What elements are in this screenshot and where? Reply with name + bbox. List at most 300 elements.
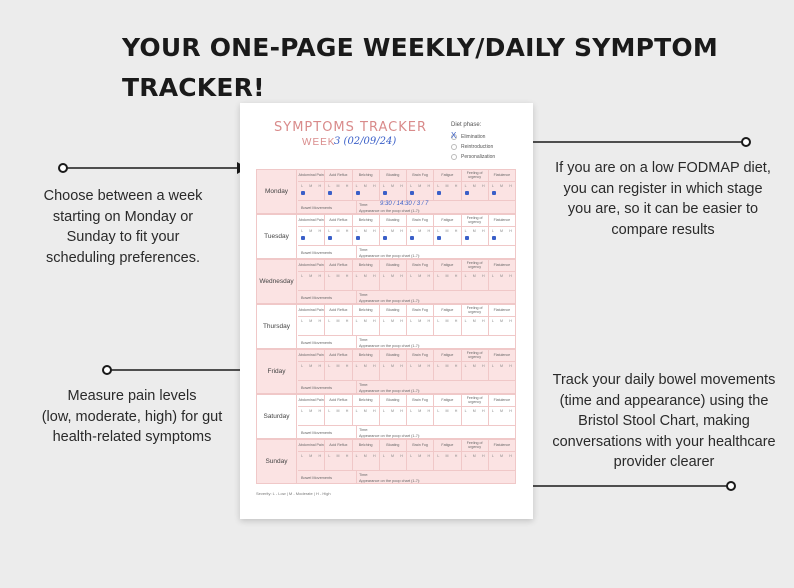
severity-option[interactable]: M: [418, 229, 422, 233]
severity-option[interactable]: H: [373, 364, 376, 368]
severity-option[interactable]: L: [464, 184, 467, 188]
severity-option[interactable]: L: [491, 229, 494, 233]
symptom-header: Flatulence: [489, 260, 515, 272]
severity-option[interactable]: L: [301, 409, 304, 413]
severity-option[interactable]: M: [336, 319, 340, 323]
severity-option[interactable]: L: [437, 184, 440, 188]
appearance-field[interactable]: Appearance on the poop chart (1-7):: [359, 209, 421, 213]
severity-option[interactable]: H: [318, 184, 322, 188]
symptom-column: [380, 440, 407, 470]
severity-option[interactable]: M: [445, 184, 449, 188]
diet-phase: [451, 122, 495, 162]
note-line: If you are on a low FODMAP diet,: [555, 160, 771, 176]
severity-options: [353, 407, 379, 413]
symptom-header: Flatulence: [489, 350, 515, 362]
severity-option[interactable]: M: [472, 454, 476, 458]
severity-option[interactable]: L: [437, 409, 440, 413]
severity-option[interactable]: H: [482, 454, 485, 458]
severity-option[interactable]: H: [482, 364, 485, 368]
severity-option[interactable]: M: [500, 364, 504, 368]
severity-option[interactable]: L: [491, 184, 494, 188]
severity-options: [298, 182, 324, 188]
severity-option[interactable]: M: [472, 319, 476, 323]
symptom-header: Brain Fog: [407, 395, 433, 407]
severity-option[interactable]: M: [472, 409, 476, 413]
check-mark-icon: [383, 191, 387, 195]
symptom-grid: [298, 395, 515, 425]
severity-options: [325, 272, 351, 278]
severity-option[interactable]: H: [400, 409, 403, 413]
severity-option[interactable]: H: [373, 184, 376, 188]
severity-option[interactable]: M: [336, 184, 340, 188]
severity-option[interactable]: H: [454, 364, 458, 368]
severity-option[interactable]: L: [355, 319, 358, 323]
symptom-column: [353, 260, 380, 290]
severity-option[interactable]: M: [445, 409, 449, 413]
severity-option[interactable]: H: [509, 184, 512, 188]
severity-option[interactable]: M: [445, 454, 449, 458]
severity-option[interactable]: H: [400, 274, 403, 278]
severity-option[interactable]: L: [328, 274, 331, 278]
note-pain-levels: [16, 386, 248, 448]
severity-option[interactable]: M: [309, 184, 313, 188]
severity-option[interactable]: L: [464, 274, 467, 278]
severity-option[interactable]: L: [328, 364, 331, 368]
severity-option[interactable]: M: [472, 229, 476, 233]
check-mark-icon: [465, 191, 469, 195]
note-line: provider clearer: [613, 454, 715, 470]
severity-option[interactable]: H: [454, 274, 458, 278]
severity-option[interactable]: M: [391, 319, 395, 323]
severity-option[interactable]: M: [363, 184, 367, 188]
severity-option[interactable]: H: [454, 409, 458, 413]
severity-option[interactable]: L: [328, 229, 331, 233]
severity-option[interactable]: M: [445, 319, 449, 323]
severity-option[interactable]: H: [345, 274, 349, 278]
severity-option[interactable]: M: [363, 319, 367, 323]
symptom-header: Abdominal Pain: [298, 215, 324, 227]
severity-option[interactable]: M: [391, 274, 395, 278]
severity-options: [462, 317, 488, 323]
appearance-field[interactable]: Appearance on the poop chart (1-7):: [359, 389, 421, 393]
severity-option[interactable]: H: [427, 454, 431, 458]
severity-option[interactable]: M: [418, 454, 422, 458]
severity-option[interactable]: M: [391, 454, 395, 458]
severity-option[interactable]: H: [400, 319, 403, 323]
time-field[interactable]: Time:: [359, 248, 369, 252]
severity-option[interactable]: M: [336, 454, 340, 458]
diet-option-reintroduction[interactable]: [451, 142, 495, 152]
severity-option[interactable]: M: [445, 274, 449, 278]
symptom-header: Acid Reflux: [325, 395, 351, 407]
diet-option-label: Personalization: [461, 154, 496, 160]
time-field[interactable]: Time:: [359, 428, 369, 432]
severity-option[interactable]: H: [454, 184, 458, 188]
severity-option[interactable]: H: [427, 319, 431, 323]
severity-options: [380, 227, 406, 233]
severity-option[interactable]: H: [400, 454, 403, 458]
severity-option[interactable]: H: [509, 229, 512, 233]
symptom-column: [462, 260, 489, 290]
severity-option[interactable]: M: [445, 229, 449, 233]
note-line: (time and appearance) using the: [559, 392, 769, 409]
symptom-column: [407, 395, 434, 425]
severity-option[interactable]: M: [472, 364, 476, 368]
severity-options: [434, 362, 460, 368]
severity-option[interactable]: L: [382, 364, 385, 368]
severity-option[interactable]: L: [355, 409, 358, 413]
severity-option[interactable]: L: [382, 184, 385, 188]
symptom-column: [325, 170, 352, 200]
check-mark-icon: [301, 191, 305, 195]
severity-option[interactable]: M: [309, 274, 313, 278]
severity-option[interactable]: H: [345, 454, 349, 458]
symptom-header: Feeling of urgency: [462, 395, 488, 407]
time-field[interactable]: Time:: [359, 293, 369, 297]
divider: [356, 471, 357, 484]
symptom-header: Flatulence: [489, 170, 515, 182]
symptom-header: Bloating: [380, 170, 406, 182]
severity-option[interactable]: H: [482, 184, 485, 188]
symptom-column: [434, 350, 461, 380]
check-mark-icon: [492, 191, 496, 195]
severity-option[interactable]: L: [491, 274, 494, 278]
severity-option[interactable]: L: [382, 229, 385, 233]
severity-option[interactable]: L: [464, 229, 467, 233]
severity-option[interactable]: H: [454, 229, 458, 233]
severity-option[interactable]: L: [328, 454, 331, 458]
severity-option[interactable]: L: [437, 229, 440, 233]
note-line: scheduling preferences.: [46, 249, 200, 266]
severity-option[interactable]: L: [410, 454, 413, 458]
severity-option[interactable]: M: [418, 184, 422, 188]
severity-option[interactable]: L: [437, 319, 440, 323]
bowel-movements-row: [298, 335, 515, 349]
week-label: WEEK: [302, 137, 336, 148]
severity-option[interactable]: L: [437, 454, 440, 458]
symptom-column: [489, 350, 515, 380]
symptom-column: [434, 305, 461, 335]
severity-options: [407, 227, 433, 233]
severity-option[interactable]: M: [472, 184, 476, 188]
severity-option[interactable]: L: [355, 364, 358, 368]
severity-option[interactable]: H: [318, 409, 322, 413]
severity-option[interactable]: H: [318, 274, 322, 278]
severity-option[interactable]: L: [410, 184, 413, 188]
severity-option[interactable]: M: [309, 364, 313, 368]
severity-option[interactable]: M: [309, 229, 313, 233]
severity-options: [298, 407, 324, 413]
severity-option[interactable]: M: [500, 184, 504, 188]
symptom-header: Fatigue: [434, 440, 460, 452]
severity-option[interactable]: H: [482, 409, 485, 413]
symptom-column: [434, 170, 461, 200]
symptom-column: [434, 260, 461, 290]
note-line: Track your daily bowel movements: [552, 372, 776, 388]
bowel-label: Bowel Movements: [301, 476, 333, 480]
severity-option[interactable]: L: [355, 274, 358, 278]
severity-options: [353, 182, 379, 188]
check-mark-icon: [465, 236, 469, 240]
severity-option[interactable]: H: [454, 454, 458, 458]
severity-option[interactable]: M: [309, 409, 313, 413]
severity-option[interactable]: H: [400, 364, 403, 368]
severity-option[interactable]: H: [427, 364, 431, 368]
day-row-sunday: [256, 439, 516, 484]
severity-option[interactable]: H: [482, 229, 485, 233]
severity-options: [462, 182, 488, 188]
severity-option[interactable]: L: [328, 184, 331, 188]
severity-option[interactable]: M: [363, 409, 367, 413]
severity-option[interactable]: H: [345, 409, 349, 413]
severity-options: [325, 362, 351, 368]
severity-option[interactable]: H: [373, 454, 376, 458]
severity-option[interactable]: H: [482, 274, 485, 278]
symptom-column: [407, 350, 434, 380]
time-field[interactable]: Time:: [359, 473, 369, 477]
symptom-header: Fatigue: [434, 170, 460, 182]
severity-options: [325, 182, 351, 188]
time-field[interactable]: Time:: [359, 203, 369, 207]
severity-option[interactable]: M: [336, 274, 340, 278]
severity-option[interactable]: L: [382, 409, 385, 413]
symptom-header: Bloating: [380, 440, 406, 452]
severity-option[interactable]: L: [491, 454, 494, 458]
severity-option[interactable]: M: [418, 409, 422, 413]
symptom-header: Fatigue: [434, 305, 460, 317]
symptom-header: Flatulence: [489, 215, 515, 227]
severity-option[interactable]: L: [382, 454, 385, 458]
symptom-header: Fatigue: [434, 350, 460, 362]
severity-option[interactable]: M: [336, 229, 340, 233]
symptom-header: Brain Fog: [407, 170, 433, 182]
severity-option[interactable]: L: [382, 274, 385, 278]
symptom-header: Abdominal Pain: [298, 260, 324, 272]
severity-option[interactable]: H: [345, 184, 349, 188]
symptom-header: Feeling of urgency: [462, 305, 488, 317]
symptom-header: Abdominal Pain: [298, 170, 324, 182]
severity-option[interactable]: L: [355, 229, 358, 233]
radio-circle-icon: [451, 131, 457, 140]
severity-option[interactable]: M: [418, 364, 422, 368]
severity-option[interactable]: H: [427, 409, 431, 413]
severity-option[interactable]: L: [410, 409, 413, 413]
severity-options: [407, 362, 433, 368]
severity-option[interactable]: L: [328, 409, 331, 413]
severity-option[interactable]: H: [509, 454, 512, 458]
severity-option[interactable]: M: [500, 229, 504, 233]
severity-option[interactable]: L: [437, 364, 440, 368]
severity-options: [489, 182, 515, 188]
severity-option[interactable]: H: [318, 319, 322, 323]
severity-option[interactable]: M: [391, 409, 395, 413]
severity-option[interactable]: M: [500, 274, 504, 278]
tracker-sheet: [240, 103, 533, 519]
severity-option[interactable]: H: [373, 319, 376, 323]
divider: [356, 291, 357, 304]
severity-option[interactable]: H: [318, 229, 322, 233]
severity-option[interactable]: M: [363, 364, 367, 368]
severity-option[interactable]: H: [345, 229, 349, 233]
severity-option[interactable]: H: [373, 409, 376, 413]
severity-option[interactable]: H: [509, 274, 512, 278]
severity-options: [353, 227, 379, 233]
symptom-grid: [298, 170, 515, 200]
symptom-header: Bloating: [380, 395, 406, 407]
severity-option[interactable]: M: [363, 229, 367, 233]
severity-option[interactable]: H: [509, 409, 512, 413]
severity-option[interactable]: M: [309, 454, 313, 458]
severity-option[interactable]: M: [309, 319, 313, 323]
severity-option[interactable]: H: [345, 319, 349, 323]
severity-option[interactable]: L: [410, 364, 413, 368]
severity-option[interactable]: H: [345, 364, 349, 368]
symptom-header: Belching: [353, 260, 379, 272]
symptom-column: [298, 215, 325, 245]
severity-options: [407, 272, 433, 278]
severity-option[interactable]: M: [363, 454, 367, 458]
appearance-field[interactable]: Appearance on the poop chart (1-7):: [359, 434, 421, 438]
day-name: Saturday: [257, 395, 297, 438]
headline-line1: YOUR ONE-PAGE WEEKLY/DAILY SYMPTOM: [122, 33, 718, 62]
time-field[interactable]: Time:: [359, 383, 369, 387]
severity-options: [298, 272, 324, 278]
severity-option[interactable]: H: [427, 274, 431, 278]
severity-option[interactable]: L: [355, 454, 358, 458]
severity-option[interactable]: H: [373, 229, 376, 233]
bowel-movements-row: [298, 290, 515, 304]
severity-option[interactable]: L: [301, 184, 304, 188]
symptom-column: [353, 350, 380, 380]
severity-option[interactable]: H: [509, 319, 512, 323]
severity-option[interactable]: L: [301, 274, 304, 278]
severity-options: [353, 272, 379, 278]
severity-option[interactable]: H: [373, 274, 376, 278]
severity-option[interactable]: L: [464, 454, 467, 458]
note-bowel: [536, 370, 792, 473]
note-line: compare results: [611, 221, 715, 238]
severity-options: [489, 317, 515, 323]
bowel-movements-row: [298, 470, 515, 484]
symptom-column: [462, 305, 489, 335]
severity-option[interactable]: L: [410, 274, 413, 278]
severity-options: [434, 272, 460, 278]
severity-option[interactable]: M: [418, 274, 422, 278]
severity-options: [462, 407, 488, 413]
severity-option[interactable]: L: [301, 229, 304, 233]
severity-option[interactable]: M: [500, 454, 504, 458]
severity-option[interactable]: M: [472, 274, 476, 278]
day-row-thursday: [256, 304, 516, 349]
severity-option[interactable]: H: [400, 184, 403, 188]
severity-option[interactable]: L: [410, 229, 413, 233]
severity-option[interactable]: L: [491, 319, 494, 323]
severity-option[interactable]: L: [437, 274, 440, 278]
severity-options: [489, 452, 515, 458]
time-field[interactable]: Time:: [359, 338, 369, 342]
severity-option[interactable]: L: [464, 319, 467, 323]
severity-option[interactable]: L: [328, 319, 331, 323]
severity-option[interactable]: M: [418, 319, 422, 323]
severity-option[interactable]: M: [445, 364, 449, 368]
bowel-movements-row: [298, 200, 515, 214]
severity-options: [380, 272, 406, 278]
appearance-field[interactable]: Appearance on the poop chart (1-7):: [359, 254, 421, 258]
severity-options: [298, 317, 324, 323]
severity-options: [489, 362, 515, 368]
day-row-monday: [256, 169, 516, 214]
severity-option[interactable]: M: [391, 364, 395, 368]
severity-option[interactable]: H: [400, 229, 403, 233]
severity-option[interactable]: L: [382, 319, 385, 323]
diet-option-personalization[interactable]: [451, 152, 495, 162]
severity-option[interactable]: L: [464, 409, 467, 413]
appearance-field[interactable]: Appearance on the poop chart (1-7):: [359, 299, 421, 303]
severity-option[interactable]: L: [301, 319, 304, 323]
severity-option[interactable]: H: [509, 364, 512, 368]
severity-option[interactable]: L: [410, 319, 413, 323]
severity-option[interactable]: H: [482, 319, 485, 323]
arrow-fodmap: [514, 138, 750, 146]
severity-option[interactable]: M: [391, 229, 395, 233]
day-name: Monday: [257, 170, 297, 213]
severity-options: [353, 317, 379, 323]
symptom-column: [353, 305, 380, 335]
symptom-header: Feeling of urgency: [462, 440, 488, 452]
severity-option[interactable]: M: [500, 409, 504, 413]
severity-options: [407, 317, 433, 323]
severity-option[interactable]: H: [427, 184, 431, 188]
severity-option[interactable]: M: [391, 184, 395, 188]
severity-option[interactable]: L: [301, 364, 304, 368]
symptom-header: Belching: [353, 215, 379, 227]
severity-option[interactable]: H: [427, 229, 431, 233]
symptom-column: [462, 350, 489, 380]
severity-options: [380, 317, 406, 323]
symptom-header: Brain Fog: [407, 440, 433, 452]
severity-option[interactable]: M: [500, 319, 504, 323]
severity-option[interactable]: H: [318, 454, 322, 458]
severity-option[interactable]: H: [454, 319, 458, 323]
severity-option[interactable]: M: [363, 274, 367, 278]
symptom-column: [407, 215, 434, 245]
appearance-field[interactable]: Appearance on the poop chart (1-7):: [359, 479, 421, 483]
severity-option[interactable]: M: [336, 364, 340, 368]
severity-option[interactable]: H: [318, 364, 322, 368]
note-line: Measure pain levels: [67, 388, 197, 404]
symptom-header: Acid Reflux: [325, 305, 351, 317]
severity-option[interactable]: L: [491, 409, 494, 413]
symptom-column: [434, 395, 461, 425]
severity-options: [434, 317, 460, 323]
severity-option[interactable]: L: [301, 454, 304, 458]
severity-option[interactable]: L: [355, 184, 358, 188]
divider: [356, 246, 357, 259]
symptom-column: [325, 350, 352, 380]
appearance-field[interactable]: Appearance on the poop chart (1-7):: [359, 344, 421, 348]
symptom-grid: [298, 260, 515, 290]
symptom-column: [434, 440, 461, 470]
check-mark-icon: [328, 236, 332, 240]
diet-option-elimination[interactable]: [451, 132, 495, 142]
symptom-header: Belching: [353, 170, 379, 182]
severity-option[interactable]: L: [464, 364, 467, 368]
symptom-header: Brain Fog: [407, 305, 433, 317]
arrow-bowel: [512, 482, 735, 490]
severity-options: [353, 452, 379, 458]
severity-option[interactable]: M: [336, 409, 340, 413]
severity-option[interactable]: L: [491, 364, 494, 368]
